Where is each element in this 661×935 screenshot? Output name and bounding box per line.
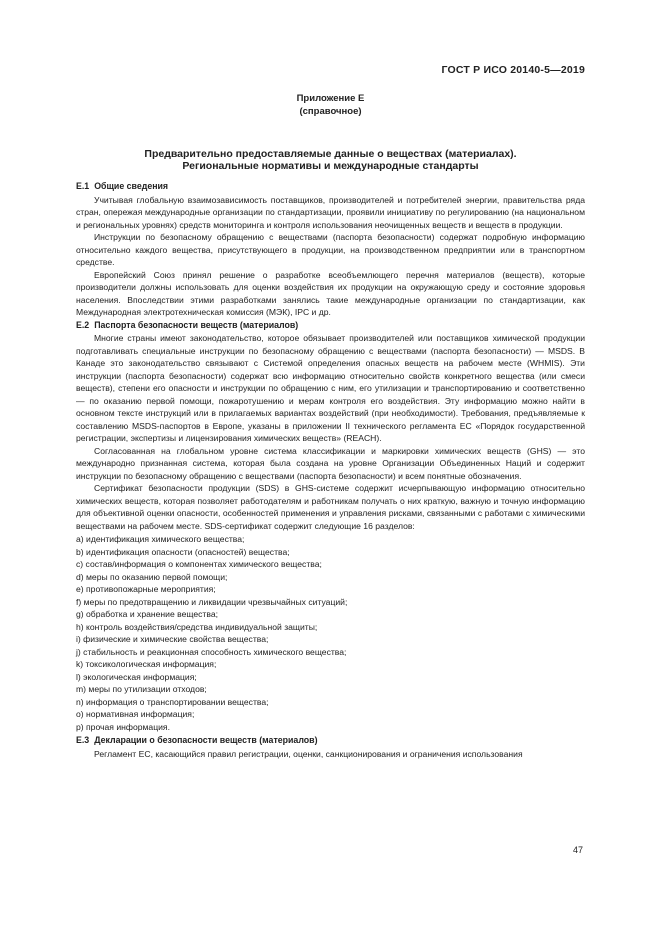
- section-title: Паспорта безопасности веществ (материалов): [94, 319, 299, 330]
- annex-title-block: [0, 92, 661, 118]
- document-title: [0, 148, 661, 172]
- list-item: o) нормативная информация;: [76, 709, 195, 719]
- document-body: [76, 180, 585, 760]
- list-item: i) физические и химические свойства вещества;: [76, 634, 269, 644]
- section-heading-e1: [76, 180, 585, 193]
- section-heading-e3: [76, 734, 585, 747]
- section-title: Декларации о безопасности веществ (материалов): [94, 735, 318, 745]
- title-line-1: Предварительно предоставляемые данные о веществах (материалах).: [144, 148, 517, 160]
- list-item: n) информация о транспортировании вещества;: [76, 696, 269, 707]
- list-item: a) идентификация химического вещества;: [76, 534, 245, 544]
- list-item: h) контроль воздействия/средства индивидуальной защиты;: [76, 621, 318, 632]
- list-item: c) состав/информация о компонентах химического вещества;: [76, 559, 322, 569]
- list-item: f) меры по предотвращению и ликвидации чрезвычайных ситуаций;: [76, 596, 348, 607]
- page-number: 47: [572, 845, 583, 855]
- list-item: d) меры по оказанию первой помощи;: [76, 571, 228, 582]
- sds-sections-list: [76, 533, 585, 733]
- section-number: Е.3: [76, 735, 90, 745]
- standard-id: ГОСТ Р ИСО 20140-5—2019: [441, 64, 585, 76]
- paragraph: Многие страны имеют законодательство, которое обязывает производителей или поставщиков химической продукции подготавливать специальные инструкции по безопасному обращению с веществами (паспорта безопасности) — MSDS. В Канаде это законодательство связывают с Системой определения опасных веществ на рабочем месте (WHMIS). Эти инструкции (паспорта безопасности) содержат всю информацию относительно свойств конкретного вещества (или смеси веществ), степени его опасности и инструкции по обращению с ним, его утилизации и транспортированию и соответственно — по оказанию первой помощи, пожаротушению и мерам контроля его воздействия. Эту информацию можно найти в основном тексте инструкций или в прилагаемых вариантах воздействий (при необходимости). Требования, предъявляемые к составлению MSDS-паспортов в Европе, указаны в приложении II технического регламента ЕС «Порядок государственной регистрации, экспертизы и лицензирования химических веществ» (REACH).: [76, 333, 585, 443]
- paragraph: Учитывая глобальную взаимозависимость поставщиков, производителей и потребителей энергии, правительства ряда стран, опережая международные организации по стандартизации, проявили инициативу по регулированию (на национальном и региональных уровнях) средств мониторинга и контроля использования неочищенных веществ и веществ в продукции.: [76, 194, 585, 230]
- annex-subtitle: (справочное): [299, 106, 362, 117]
- paragraph: Сертификат безопасности продукции (SDS) в GHS-системе содержит исчерпывающую информацию относительно химических веществ, которая позволяет работодателям и работникам получать о них краткую, важную и точную информацию для объективной оценки опасности, особенностей применения и управления рисками, связанными с работами с химическими веществами на рабочем месте. SDS-сертификат содержит следующие 16 разделов:: [76, 483, 585, 531]
- section-title: Общие сведения: [94, 181, 169, 191]
- paragraph: Регламент ЕС, касающийся правил регистрации, оценки, санкционирования и ограничения использования: [94, 748, 523, 759]
- paragraph: Инструкции по безопасному обращению с веществами (паспорта безопасности) содержат подробную информацию относительно каждого вещества, присутствующего в продукции, на производственном предприятии или в транспортном средстве.: [76, 232, 585, 267]
- section-number: Е.2: [76, 319, 90, 330]
- list-item: k) токсикологическая информация;: [76, 659, 217, 669]
- paragraph: Европейский Союз принял решение о разработке всеобъемлющего перечня материалов (веществ), которые производители должны использовать для оценки воздействия их продукции на окружающую среду и состояние здоровья населения. Впоследствии этими разработками занялись такие международные организации по стандартизации, как Международная электротехническая комиссия (МЭК), IPC и др.: [76, 269, 585, 317]
- list-item: l) экологическая информация;: [76, 671, 197, 682]
- list-item: g) обработка и хранение вещества;: [76, 609, 219, 619]
- list-item: m) меры по утилизации отходов;: [76, 684, 207, 694]
- annex-title: Приложение Е: [296, 93, 365, 104]
- list-item: e) противопожарные мероприятия;: [76, 584, 216, 594]
- paragraph: Согласованная на глобальном уровне система классификации и маркировки химических веществ (GHS) — это международно признанная система, которая была создана на уровне Организации Объединенных Наций и содержит инструкции по безопасному обращению с веществами (паспорта безопасности) и всем понятные обозначения.: [76, 445, 585, 481]
- section-number: Е.1: [76, 181, 90, 191]
- list-item: b) идентификация опасности (опасностей) вещества;: [76, 546, 290, 557]
- list-item: p) прочая информация.: [76, 721, 170, 732]
- title-line-2: Региональные нормативы и международные стандарты: [182, 160, 479, 172]
- section-heading-e2: [76, 319, 585, 332]
- list-item: j) стабильность и реакционная способность химического вещества;: [76, 646, 347, 657]
